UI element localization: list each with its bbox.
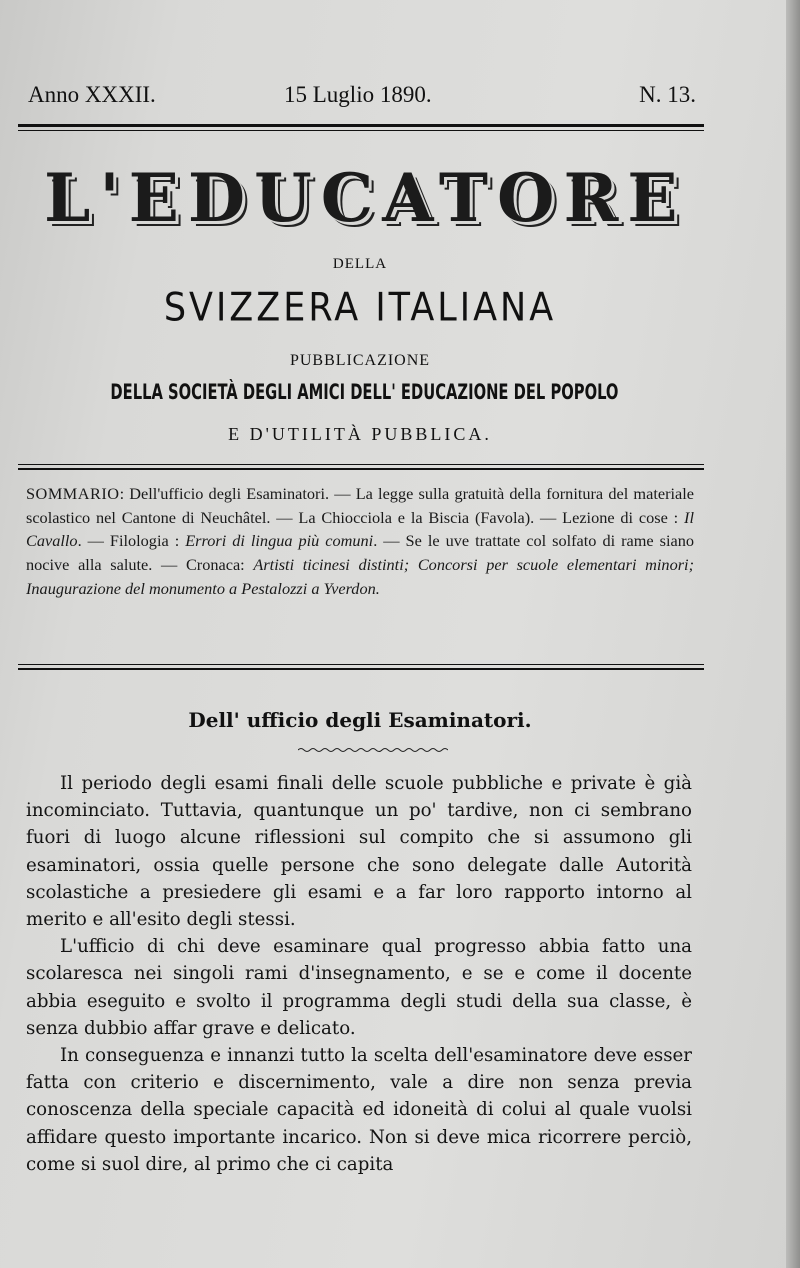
header-rule-top <box>18 124 704 127</box>
title-ornament <box>298 746 448 754</box>
article-body <box>26 770 692 1178</box>
article-title: Dell' ufficio degli Esaminatori. <box>188 708 532 732</box>
issue-date: 15 Luglio 1890. <box>284 82 432 107</box>
summary-rule-bottom-b <box>18 668 704 670</box>
masthead-della: DELLA <box>332 256 388 272</box>
masthead-utility: E D'UTILITÀ PUBBLICA. <box>228 424 492 444</box>
issue-year: Anno XXXII. <box>28 82 156 107</box>
summary-rule-top-a <box>18 464 704 465</box>
issue-number: N. 13. <box>639 82 696 107</box>
summary-rule-top-b <box>18 468 704 470</box>
summary-cronaca: Artisti ticinesi distinti; Concorsi per scuole elementari minori; Inaugurazione del monumento a Pestalozzi a Yverdon. <box>26 555 694 598</box>
article-paragraph: In conseguenza e innanzi tutto la scelta dell'esaminatore deve esser fatta con criterio e discernimento, vale a dire non senza previa conoscenza della speciale capacità ed idoneità di colui al quale vuolsi affidare questo importante incarico. Non si deve mica ricorrere perciò, come si suol dire, al primo che ci capita <box>26 1045 692 1175</box>
summary-text-1: : Dell'ufficio degli Esaminatori. — La legge sulla gratuità della fornitura del materiale scolastico nel Cantone di Neuchâtel. — La Chiocciola e la Biscia (Favola). — Lezione di cose : <box>26 484 694 527</box>
masthead-subtitle: SVIZZERA ITALIANA <box>163 285 557 331</box>
article-paragraph: Il periodo degli esami finali delle scuole pubbliche e private è già incominciato. Tuttavia, quantunque un po' tardive, non ci sembrano fuori di luogo alcune riflessioni sul compito che si assumono gli esaminatori, ossia quelle persone che sono delegate dalle Autorità scolastiche a presiedere gli esami e a far loro rapporto intorno al merito e all'esito degli stessi. <box>26 773 692 931</box>
summary-label: SOMMARIO <box>26 484 120 503</box>
issue-header <box>28 82 696 112</box>
summary-block <box>26 482 694 601</box>
header-rule-bottom <box>18 130 704 131</box>
masthead-title: L'EDUCATORE <box>44 159 687 237</box>
summary-text-3: . — Se le uve trattate col solfato di rame siano nocive alla salute. — Cronaca: <box>26 531 694 575</box>
article-paragraph: L'ufficio di chi deve esaminare qual progresso abbia fatto una scolaresca nei singoli rami d'insegnamento, e se e come il docente abbia eseguito e svolto il programma degli studi della sua classe, è senza dubbio affar grave e delicato. <box>26 936 692 1039</box>
masthead-society: DELLA SOCIETÀ DEGLI AMICI DELL' EDUCAZIONE DEL POPOLO <box>110 380 619 404</box>
summary-text-2: . — Filologia : <box>77 531 186 551</box>
summary-errori: Errori di lingua più comuni <box>185 531 374 551</box>
masthead-pubblicazione: PUBBLICAZIONE <box>289 352 431 369</box>
summary-cavallo: Il Cavallo <box>26 507 694 551</box>
summary-rule-bottom-a <box>18 664 704 665</box>
page-edge-shadow <box>786 0 800 1268</box>
